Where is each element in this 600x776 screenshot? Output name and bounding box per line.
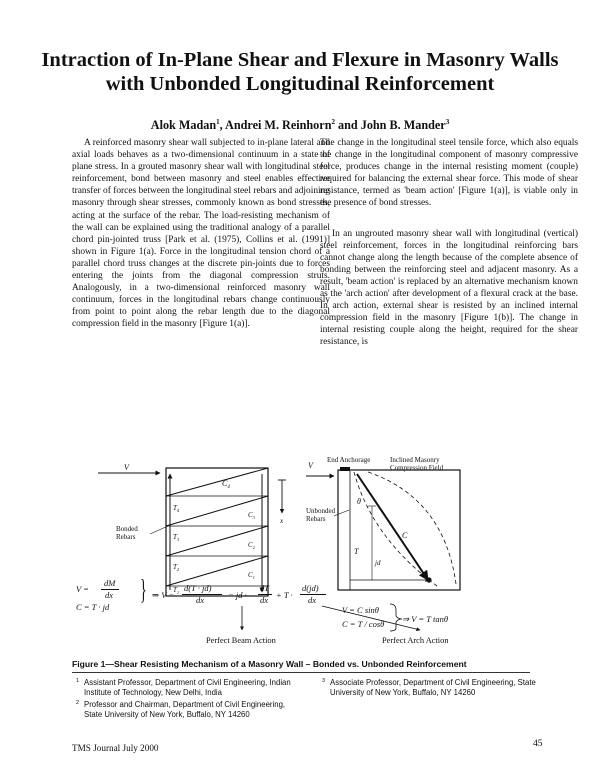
eq-beam-dt: dT — [260, 583, 269, 593]
label-v-left: V — [124, 463, 129, 472]
author-sep-2: and — [334, 118, 361, 133]
author-2-mark: 2 — [331, 118, 335, 126]
label-rebars-right: Rebars — [306, 515, 326, 523]
label-c3: $C_3$ — [248, 511, 255, 520]
eq-beam-eq: = jd · — [228, 590, 247, 600]
label-c-arch: C — [402, 531, 408, 540]
label-unbonded: Unbonded — [306, 507, 336, 515]
footnote-2 — [76, 700, 304, 720]
page-number: 45 — [533, 738, 543, 749]
label-t3: $T_3$ — [173, 533, 180, 542]
title-line-2: with Unbonded Longitudinal Reinforcement — [105, 73, 495, 95]
label-t1: $T_1$ — [173, 586, 180, 595]
figure-caption: Figure 1—Shear Resisting Mechanism of a Masonry Wall – Bonded vs. Unbonded Reinforcement — [72, 659, 467, 669]
footnote-1 — [76, 678, 304, 698]
eq-beam-dx3: dx — [308, 595, 317, 605]
author-1-mark: 1 — [216, 118, 220, 126]
footnote-2-mark: 2 — [76, 700, 80, 706]
eq-arch-result: ⇒ V = T tanθ — [402, 614, 449, 624]
footnote-3-mark: 3 — [322, 678, 326, 684]
eq-arch-2: C = T / cosθ — [342, 619, 385, 629]
action-arrows — [72, 358, 552, 654]
label-arch-action: Perfect Arch Action — [382, 636, 449, 645]
eq-beam-plus: + T · — [276, 590, 293, 600]
body-paragraph-1: A reinforced masonry shear wall subjected to in-plane lateral and axial loads behaves as a two-dimensional continuum in a state of plane stress. In a grouted masonry shear wall with longitudinal steel reinforcement, bond between masonry and steel enables effective transfer of forces between the longitudinal steel rebars and adjoining masonry through shear stresses, commonly known as bond stresses, acting at the surface of the rebar. The load-resisting mechanism of the wall can be explained using the traditional analogy of a parallel chord pin-jointed truss [Park et al. (1975), Collins et al. (1991)] shown in Figure 1(a). Force in the longitudinal tension chord of a parallel chord truss changes at the discrete pin-joints due to forces entering the joints from the diagonal compression struts. Analogously, in a two-dimensional reinforced masonry wall continuum, forces in the longitudinal rebars change continuously from point to point along the rebar length due to the diagonal compression field in the masonry [Figure 1(a)]. — [72, 138, 330, 330]
body-column-left — [72, 137, 330, 331]
eq-beam-v: V = — [76, 584, 89, 594]
label-x: x — [280, 517, 284, 525]
label-jd: jd — [375, 559, 381, 567]
label-t-arch: T — [354, 547, 359, 556]
label-c1: $C_1$ — [248, 571, 255, 580]
eq-beam-dm: dM — [104, 578, 116, 588]
author-1: Alok Madan — [150, 118, 217, 133]
label-t2: $T_2$ — [173, 563, 180, 572]
title-line-1: Intraction of In-Plane Shear and Flexure in Masonry Walls — [41, 49, 559, 71]
footnote-1-text: Assistant Professor, Department of Civil Engineering, Indian Institute of Technology, New Delhi, India — [84, 678, 291, 697]
eq-beam-den: dx — [196, 595, 205, 605]
eq-beam-djd: d(jd) — [302, 583, 319, 593]
eq-beam-c: C = T · jd — [76, 602, 110, 612]
label-v-right: V — [308, 461, 313, 470]
paper-title — [40, 48, 560, 96]
label-bonded: Bonded — [116, 525, 138, 533]
footnote-rule — [72, 672, 530, 673]
label-rebars-left: Rebars — [116, 533, 136, 541]
eq-arch-1: V = C sinθ — [342, 605, 379, 615]
label-inclined-masonry: Inclined Masonry — [390, 456, 440, 464]
footnote-3 — [322, 678, 545, 698]
label-beam-action: Perfect Beam Action — [206, 636, 276, 645]
footnote-2-text: Professor and Chairman, Department of Civil Engineering, State University of New York, Buffalo, NY 14260 — [84, 700, 286, 719]
footnote-3-text: Associate Professor, Department of Civil Engineering, State University of New York, Buffalo, NY 14260 — [330, 678, 536, 697]
label-end-anchorage: End Anchorage — [327, 456, 371, 464]
body-column-right — [320, 137, 578, 349]
label-c4: $C_4$ — [222, 479, 230, 490]
eq-beam-impl: ⇒ V = — [152, 590, 175, 600]
journal-footer: TMS Journal July 2000 — [72, 743, 159, 753]
author-list — [40, 118, 560, 133]
figure-1 — [72, 358, 552, 654]
label-t4: $T_4$ — [173, 504, 180, 513]
author-2: Andrei M. Reinhorn — [225, 118, 332, 133]
label-c2: $C_2$ — [248, 541, 255, 550]
footnote-1-mark: 1 — [76, 678, 80, 684]
author-3-mark: 3 — [445, 118, 450, 126]
author-3: John B. Mander — [360, 118, 446, 133]
eq-beam-num: d(T · jd) — [184, 583, 212, 593]
label-theta: θ — [357, 497, 361, 506]
beam-action-equations: V = dM dx C = T · jd } ⇒ V = d(T · jd) dx = jd · dT dx + T · d(jd) dx — [76, 580, 476, 630]
eq-beam-dx2: dx — [260, 595, 269, 605]
label-compression-field: Compression Field — [390, 464, 444, 472]
body-paragraph-3: In an ungrouted masonry shear wall with longitudinal (vertical) steel reinforcement, forces in the longitudinal reinforcing bars cannot change along the length because of the complete absence of bonding between the reinforcing steel and adjacent masonry. As a result, 'beam action' is replaced by an alternative mechanism known as the 'arch action' after development of a flexural crack at the base. In arch action, external shear is resisted by an inclined internal compression field in the masonry [Figure 1(b)]. The change in internal resisting couple along the height, required for the shear resistance, is — [320, 228, 578, 348]
body-paragraph-2: The change in the longitudinal steel tensile force, which also equals the change in the longitudinal component of masonry compressive force, produces change in the internal resisting moment (couple) required for balancing the external shear force. This mode of shear resistance, termed as 'beam action' [Figure 1(a)], is viable only in the presence of bond stresses. — [320, 138, 578, 209]
author-sep-1: , — [219, 118, 226, 133]
eq-beam-dx: dx — [105, 590, 114, 600]
